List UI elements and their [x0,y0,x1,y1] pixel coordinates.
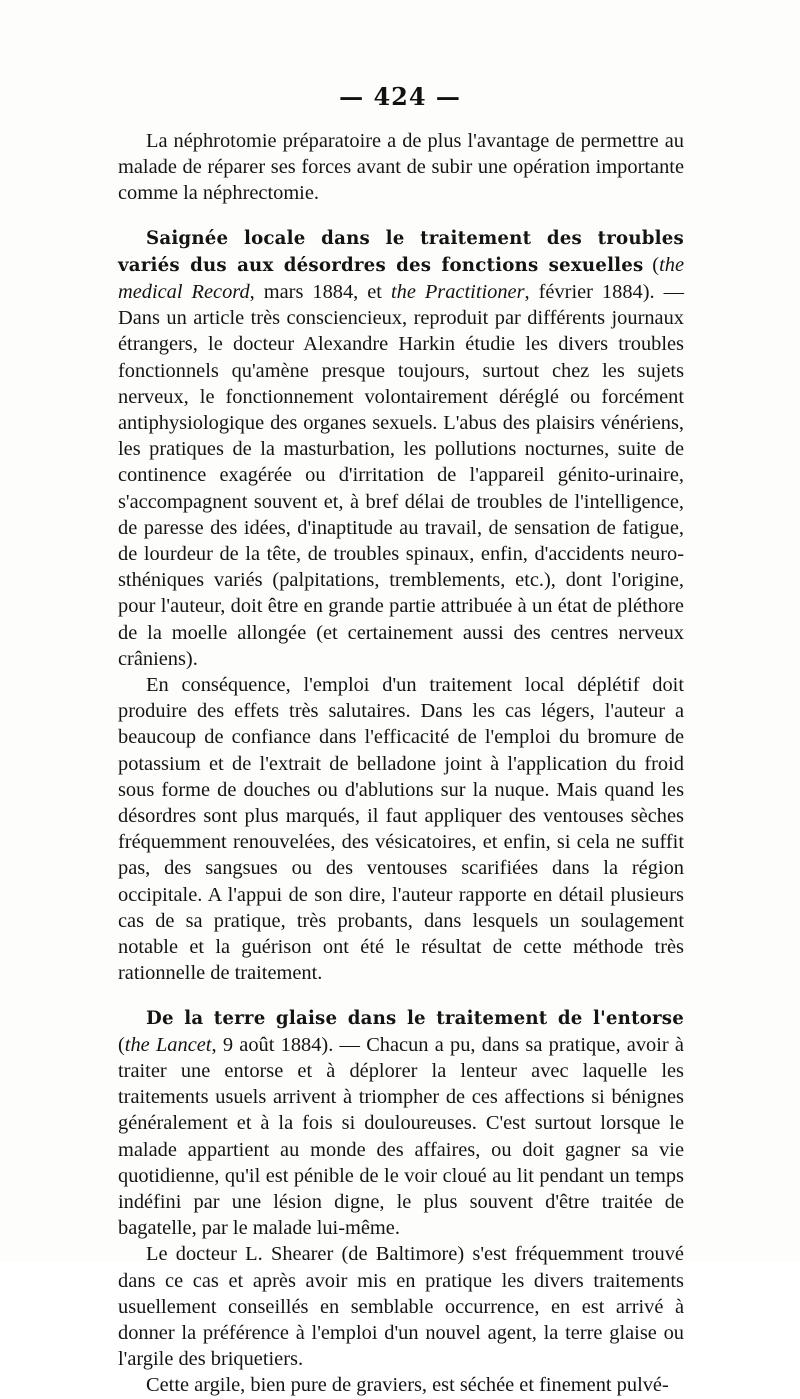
paragraph-saignee [118,225,684,672]
paragraph-glaise [118,1005,684,1242]
source-title-lancet: the Lancet [124,1033,212,1056]
paragraph-body-saignee: Dans un article très consciencieux, reproduit par différents journaux étrangers, le docteur Alexandre Harkin étudie les divers troubles fonctionnels qu'amène presque toujours, surtout chez les sujets nerveux, le fonctionnement volontairement déréglé ou forcément antiphysiologique des organes sexuels. L'abus des plaisirs vénériens, les pratiques de la masturbation, les pollutions nocturnes, suite de continence exagérée ou d'irritation de l'appareil génito-urinaire, s'accompagnent souvent et, à bref délai de troubles de l'intelligence, de paresse des idées, d'inaptitude au travail, de sensation de fatigue, de lourdeur de la tête, de troubles spinaux, enfin, d'accidents neuro-sthéniques variés (palpitations, tremblements, etc.), dont l'origine, pour l'auteur, doit être en grande partie attribuée à un état de pléthore de la moelle allongée (et certainement aussi des centres nerveux crâniens). [118,307,684,670]
paragraph-shearer: Le docteur L. Shearer (de Baltimore) s'est fréquemment trouvé dans ce cas et après avoir mis en pratique les divers traitements usuellement conseillés en semblable occurrence, en est arrivé à donner la préférence à l'emploi d'un nouvel agent, la terre glaise ou l'argile des briquetiers. [118,1243,684,1371]
section-heading-saignee: Saignée locale dans le traitement des troubles variés dus aux désordres des fonctions sexuelles [118,227,684,276]
paragraph-consequence: En conséquence, l'emploi d'un traitement local déplétif doit produire des effets très salutaires. Dans les cas légers, l'auteur a beaucoup de confiance dans l'efficacité de l'emploi du bromure de potassium et de l'extrait de belladone joint à l'application du froid sous forme de douches ou d'ablutions sur la nuque. Mais quand les désordres sont plus marqués, il faut appliquer des ventouses sèches fréquemment renouvelées, des vésicatoires, et enfin, si cela ne suffit pas, des sangsues ou des ventouses scarifiées dans la région occipitale. A l'appui de son dire, l'auteur rapporte en détail plusieurs cas de sa pratique, très probants, dans lesquels un soulagement notable et la guérison ont été le résultat de cette méthode très rationnelle de traitement. [118,674,684,985]
source-title-medical-record: the medical Record [118,253,685,304]
source-open: ( [643,253,660,276]
paragraph-argile: Cette argile, bien pure de graviers, est séchée et finement pulvé- [146,1374,669,1397]
source-date-1: , mars 1884, et [249,281,391,304]
section-heading-glaise: De la terre glaise dans le traitement de l'entorse [146,1007,684,1029]
source-date-2: , février 1884). — [524,281,684,304]
page-body [118,128,684,1399]
paragraph-body-glaise: Chacun a pu, dans sa pratique, avoir à traiter une entorse et à déplorer la lenteur avec laquelle les traitements usuels arrivent à triompher de ces affections si bénignes généralement et à la fois si douloureuses. C'est surtout lorsque le malade appartient au monde des affaires, ou doit gagner sa vie quotidienne, qu'il est pénible de le voir cloué au lit pendant un temps indéfini par une lésion digne, le plus souvent d'être traitée de bagatelle, par le malade lui-même. [118,1033,684,1240]
page-number: — 424 — [339,82,461,111]
source-date-lancet: , 9 août 1884). — [211,1033,367,1056]
source-title-practitioner: the Practitioner [390,281,525,304]
paragraph-intro: La néphrotomie préparatoire a de plus l'avantage de permettre au malade de réparer ses forces avant de subir une opération importante comme la néphrectomie. [118,130,684,205]
source-open: ( [118,1033,125,1056]
